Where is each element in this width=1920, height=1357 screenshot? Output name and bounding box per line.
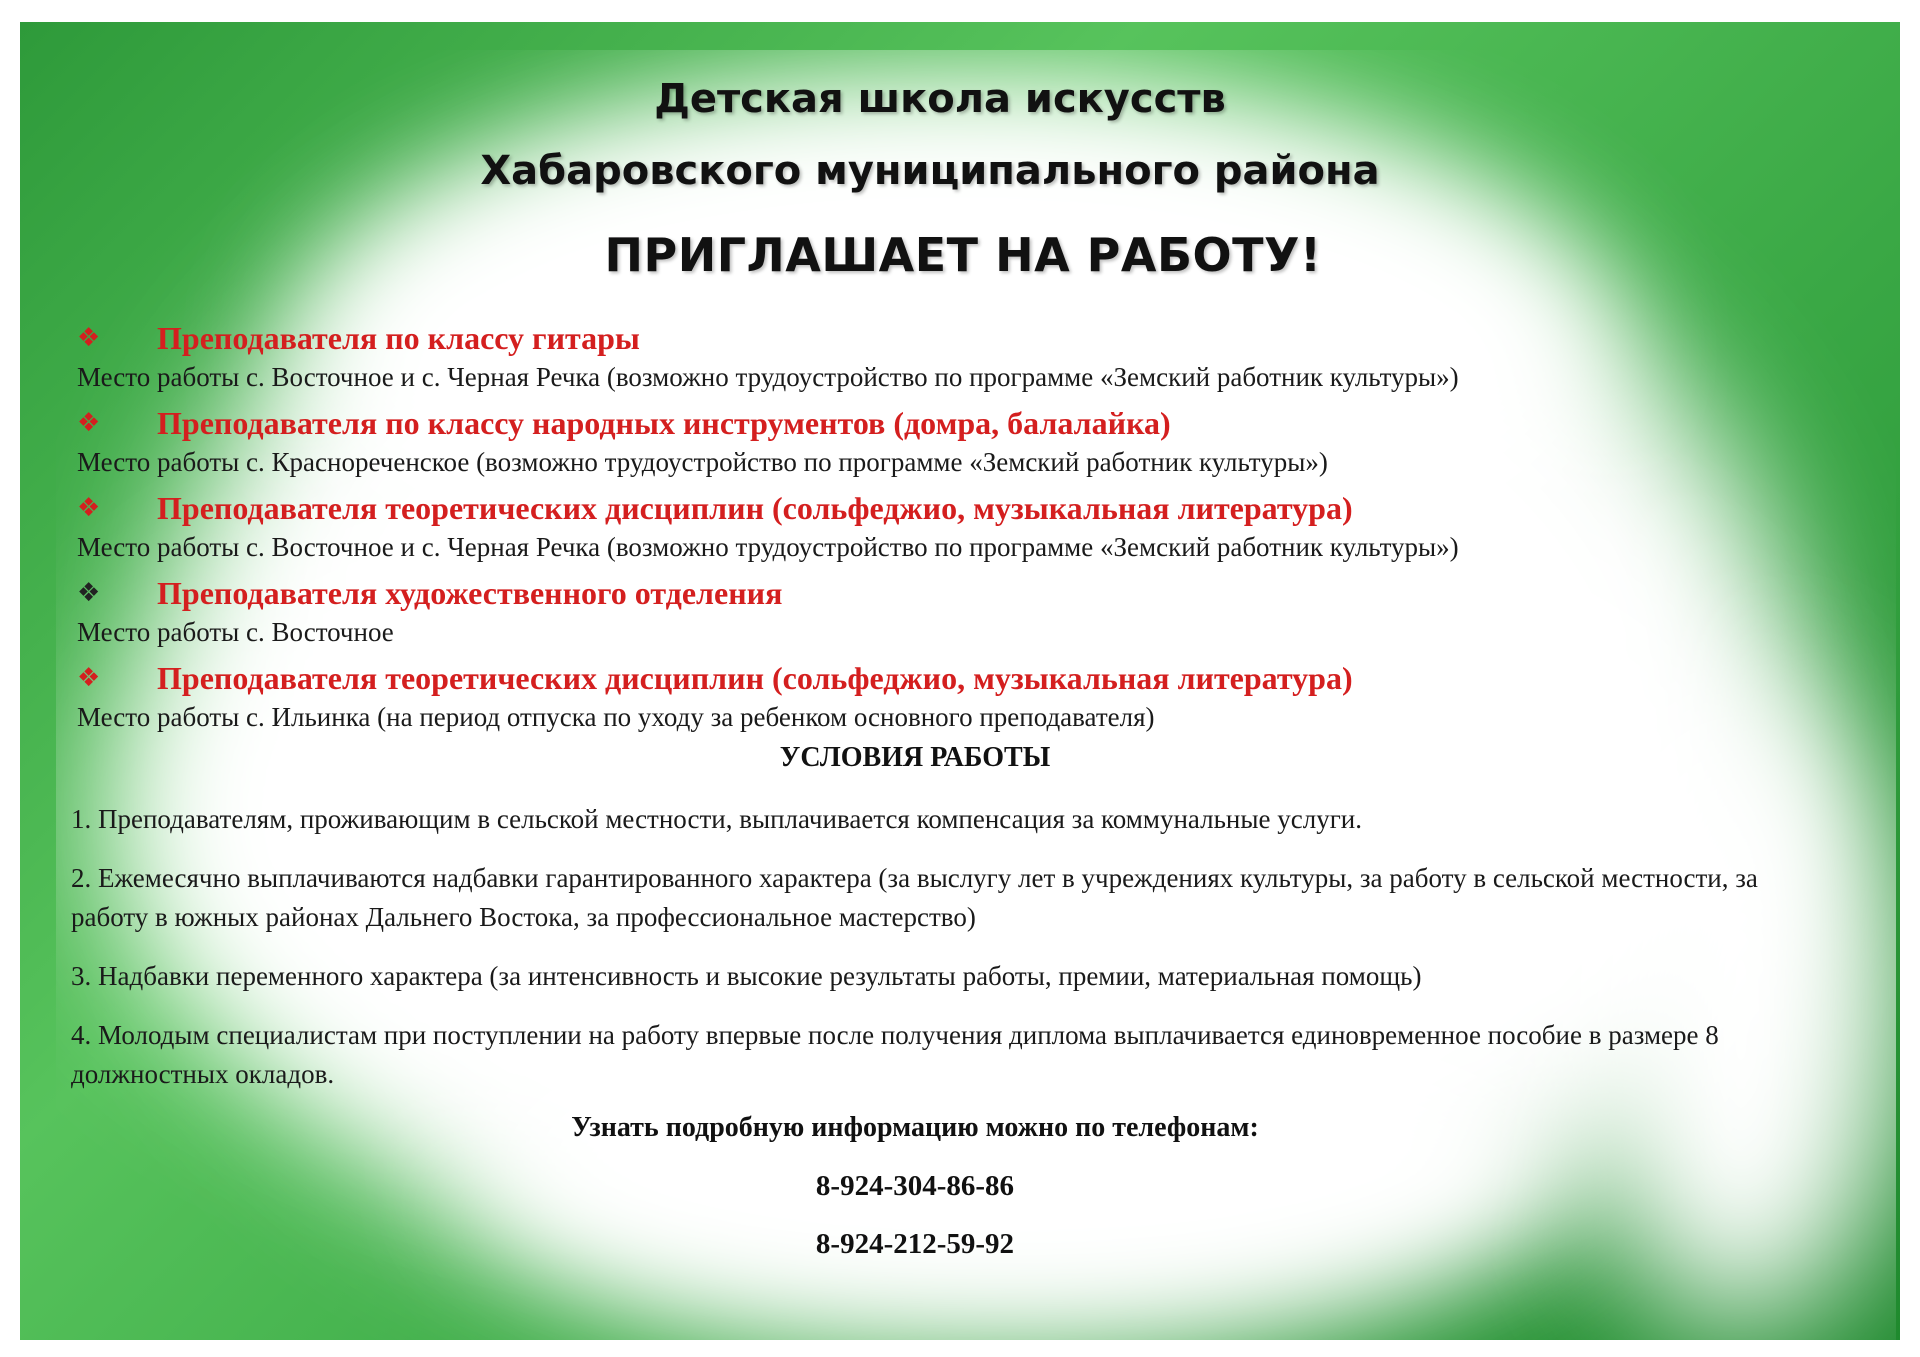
conditions-list (71, 800, 1771, 1114)
vacancy-item (77, 403, 1837, 488)
vacancy-list (77, 318, 1837, 743)
contacts-block (0, 1108, 1830, 1282)
vacancy-place: Место работы с. Краснореченское (возможно трудоустройство по программе «Земский работник культуры») (77, 447, 1328, 477)
diamond-bullet-icon: ❖ (77, 663, 101, 693)
vacancy-item (77, 658, 1837, 743)
condition-item: 2. Ежемесячно выплачиваются надбавки гарантированного характера (за выслугу лет в учреждениях культуры, за работу в сельской местности, за работу в южных районах Дальнего Востока, за профессиональное мастерство) (71, 863, 1758, 932)
diamond-bullet-icon: ❖ (77, 493, 101, 523)
diamond-bullet-icon: ❖ (77, 323, 101, 353)
vacancy-title (77, 573, 1837, 613)
vacancy-place: Место работы с. Восточное и с. Черная Речка (возможно трудоустройство по программе «Земский работник культуры») (77, 362, 1459, 392)
condition-item: 1. Преподавателям, проживающим в сельской местности, выплачивается компенсация за коммунальные услуги. (71, 804, 1362, 834)
phone-number: 8-924-304-86-86 (815, 1170, 1015, 1202)
vacancy-item (77, 318, 1837, 403)
vacancy-title-text: Преподавателя художественного отделения (157, 574, 783, 611)
vacancy-title (77, 318, 1837, 358)
diamond-bullet-icon: ❖ (77, 578, 101, 608)
vacancy-title (77, 488, 1837, 528)
conditions-heading: УСЛОВИЯ РАБОТЫ (779, 742, 1051, 773)
vacancy-place: Место работы с. Восточное (77, 617, 394, 647)
contacts-label: Узнать подробную информацию можно по телефонам: (571, 1112, 1259, 1143)
vacancy-title (77, 403, 1837, 443)
vacancy-place: Место работы с. Восточное и с. Черная Речка (возможно трудоустройство по программе «Земский работник культуры») (77, 532, 1459, 562)
vacancy-title-text: Преподавателя теоретических дисциплин (сольфеджио, музыкальная литература) (157, 659, 1353, 696)
vacancy-item (77, 573, 1837, 658)
vacancy-item (77, 488, 1837, 573)
vacancy-title-text: Преподавателя по классу гитары (157, 319, 640, 356)
district-name: Хабаровского муниципального района (480, 148, 1380, 194)
diamond-bullet-icon: ❖ (77, 408, 101, 438)
vacancy-title (77, 658, 1837, 698)
invitation-heading: ПРИГЛАШАЕТ НА РАБОТУ! (604, 228, 1322, 282)
school-name: Детская школа искусств (654, 76, 1226, 122)
condition-item: 3. Надбавки переменного характера (за интенсивность и высокие результаты работы, премии, материальная помощь) (71, 961, 1422, 991)
condition-item: 4. Молодым специалистам при поступлении на работу впервые после получения диплома выплачивается единовременное пособие в размере 8 должностных окладов. (71, 1020, 1719, 1089)
vacancy-title-text: Преподавателя теоретических дисциплин (сольфеджио, музыкальная литература) (157, 489, 1353, 526)
vacancy-title-text: Преподавателя по классу народных инструментов (домра, балалайка) (157, 404, 1171, 441)
vacancy-place: Место работы с. Ильинка (на период отпуска по уходу за ребенком основного преподавателя) (77, 702, 1155, 732)
phone-number: 8-924-212-59-92 (815, 1228, 1015, 1260)
